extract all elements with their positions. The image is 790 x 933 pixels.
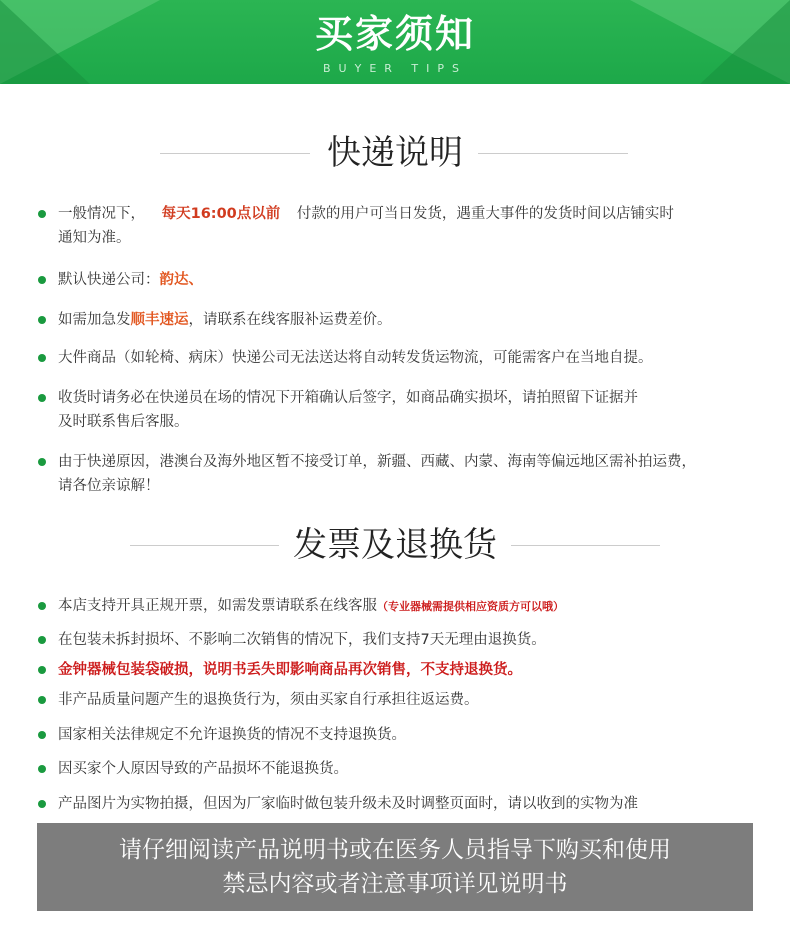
returns-item-text: 国家相关法律规定不允许退换货的情况不支持退换货。	[58, 727, 406, 743]
returns-item	[38, 658, 758, 682]
bullet-dot-icon	[38, 666, 46, 674]
shipping-item	[38, 268, 758, 292]
bullet-dot-icon	[38, 636, 46, 644]
shipping-item-text: 由于快递原因，港澳台及海外地区暂不接受订单，新疆、西藏、内蒙、海南等偏远地区需补拍运费，	[58, 454, 696, 470]
shipping-section-heading	[0, 131, 790, 175]
footer-line-1: 请仔细阅读产品说明书或在医务人员指导下购买和使用	[119, 837, 671, 863]
footer-notice	[37, 823, 753, 911]
returns-item-text: 本店支持开具正规开票，如需发票请联系在线客服	[58, 598, 377, 614]
returns-item	[38, 688, 758, 712]
returns-item	[38, 628, 758, 652]
shipping-item-text: 通知为准。	[58, 230, 131, 246]
bullet-dot-icon	[38, 394, 46, 402]
returns-item	[38, 594, 758, 619]
returns-item	[38, 723, 758, 747]
shipping-item	[38, 308, 758, 332]
shipping-item-text: 收货时请务必在快递员在场的情况下开箱确认后签字，如商品确实损坏，请拍照留下证据并	[58, 390, 638, 406]
bullet-dot-icon	[38, 316, 46, 324]
heading-divider-left	[130, 545, 280, 546]
shipping-item-highlight: 顺丰速运	[130, 312, 189, 328]
returns-item	[38, 757, 758, 781]
bullet-dot-icon	[38, 458, 46, 466]
returns-item	[38, 792, 758, 816]
shipping-item	[38, 346, 758, 370]
heading-divider-right	[478, 153, 628, 154]
returns-item-text: 非产品质量问题产生的退换货行为，须由买家自行承担往返运费。	[58, 692, 479, 708]
shipping-item-text: 如需加急发	[58, 312, 131, 328]
footer-line-2: 禁忌内容或者注意事项详见说明书	[222, 871, 568, 897]
bullet-dot-icon	[38, 210, 46, 218]
bullet-dot-icon	[38, 602, 46, 610]
bullet-dot-icon	[38, 696, 46, 704]
heading-divider-left	[160, 153, 310, 154]
shipping-item-highlight: 每天16:00点以前	[161, 206, 281, 222]
shipping-item-text: 大件商品（如轮椅、病床）快递公司无法送达将自动转发货运物流，可能需客户在当地自提。	[58, 350, 653, 366]
shipping-item-text: 及时联系售后客服。	[58, 414, 189, 430]
shipping-item-text: ，请联系在线客服补运费差价。	[188, 312, 392, 328]
bullet-dot-icon	[38, 276, 46, 284]
returns-item-text: 在包装未拆封损坏、不影响二次销售的情况下，我们支持7天无理由退换货。	[58, 632, 546, 648]
bullet-dot-icon	[38, 800, 46, 808]
returns-item-note: （专业器械需提供相应资质方可以哦）	[377, 600, 564, 613]
heading-divider-right	[510, 545, 660, 546]
shipping-item-text: 付款的用户可当日发货，遇重大事件的发货时间以店铺实时	[296, 206, 674, 222]
returns-item-warning: 金钟器械包装袋破损，说明书丢失即影响商品再次销售，不支持退换货。	[58, 662, 522, 678]
bullet-dot-icon	[38, 354, 46, 362]
shipping-item	[38, 386, 758, 434]
returns-item-text: 因买家个人原因导致的产品损坏不能退换货。	[58, 761, 348, 777]
returns-heading-text: 发票及退换货	[279, 523, 511, 567]
banner-title: 买家须知	[314, 12, 475, 56]
shipping-item	[38, 450, 768, 498]
shipping-item-text: 请各位亲谅解！	[58, 478, 160, 494]
returns-item-text: 产品图片为实物拍摄，但因为厂家临时做包装升级未及时调整页面时，请以收到的实物为准	[58, 796, 638, 812]
shipping-item-text: 默认快递公司：	[58, 272, 160, 288]
header-banner	[0, 0, 790, 84]
banner-subtitle: BUYER TIPS	[323, 62, 467, 75]
returns-section-heading	[0, 523, 790, 567]
shipping-heading-text: 快递说明	[313, 131, 477, 175]
shipping-item-highlight: 韵达、	[159, 272, 203, 288]
bullet-dot-icon	[38, 731, 46, 739]
shipping-item-text: 一般情况下，	[58, 206, 145, 222]
shipping-item	[38, 202, 758, 250]
bullet-dot-icon	[38, 765, 46, 773]
